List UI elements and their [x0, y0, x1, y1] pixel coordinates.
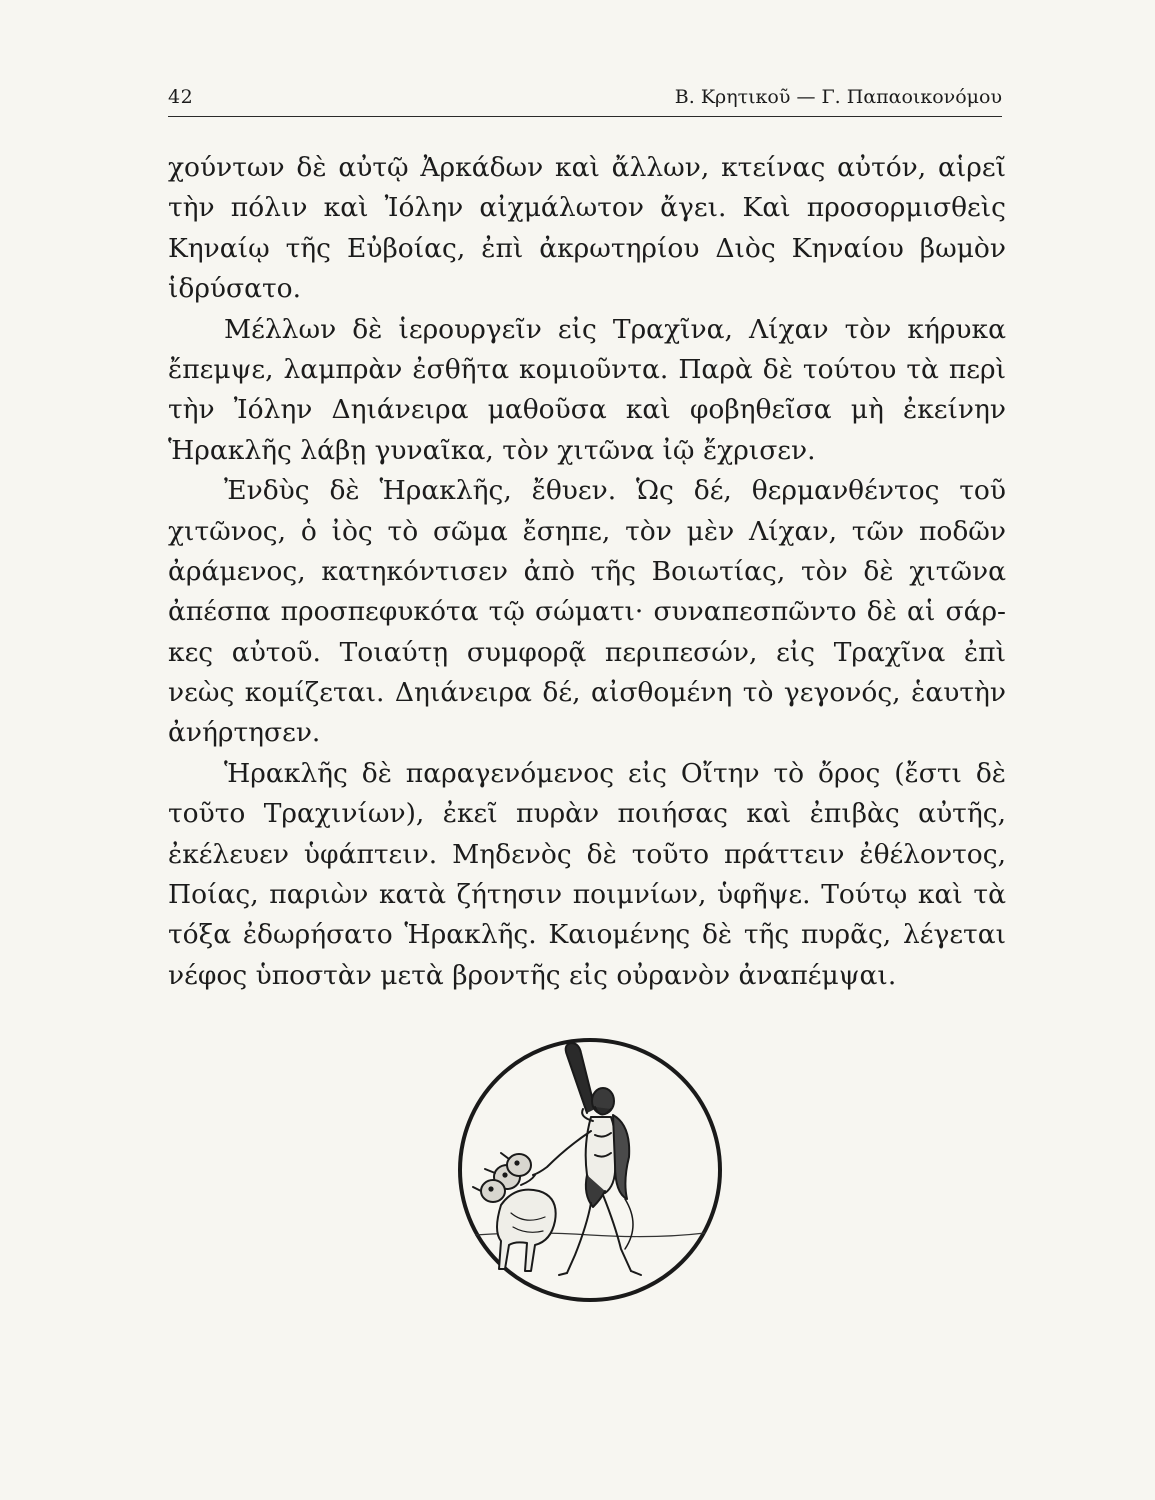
text-line: ἀράμενος, κατηκόντισεν ἀπὸ τῆς Βοιωτίας, τὸν δὲ χιτῶνα	[168, 555, 1006, 587]
body-text	[168, 148, 1006, 996]
page-number: 42	[168, 86, 194, 108]
text-line: νεὼς κομίζεται. Δηιάνειρα δέ, αἰσθομένη τὸ γεγονός, ἑαυτὴν	[168, 677, 1006, 709]
text-line: ἀπέσπα προσπεφυκότα τῷ σώματι· συναπεσπῶντο δὲ αἱ σάρ-	[168, 596, 1006, 628]
heracles-figure	[533, 1043, 641, 1275]
text-line: ἀνήρτησεν.	[168, 717, 321, 749]
text-line: τόξα ἐδωρήσατο Ἡρακλῆς. Καιομένης δὲ τῆς πυρᾶς, λέγεται	[168, 919, 1006, 951]
text-line: τὴν Ἰόλην Δηιάνειρα μαθοῦσα καὶ φοβηθεῖσα μὴ ἐκείνην	[168, 394, 1006, 426]
text-line: χιτῶνος, ὁ ἰὸς τὸ σῶμα ἔσηπε, τὸν μὲν Λίχαν, τῶν ποδῶν	[168, 515, 1006, 547]
text-line: Ποίας, παριὼν κατὰ ζήτησιν ποιμνίων, ὑφῆψε. Τούτῳ καὶ τὰ	[168, 879, 1006, 911]
medallion-illustration	[455, 1035, 725, 1305]
text-line: νέφος ὑποστὰν μετὰ βροντῆς εἰς οὐρανὸν ἀναπέμψαι.	[168, 959, 897, 991]
text-line: τὴν πόλιν καὶ Ἰόλην αἰχμάλωτον ἄγει. Καὶ προσορμισθεὶς	[168, 192, 1006, 224]
text-line: Κηναίῳ τῆς Εὐβοίας, ἐπὶ ἀκρωτηρίου Διὸς Κηναίου βωμὸν	[168, 232, 1006, 264]
heracles-cerberus-medallion-icon	[455, 1035, 725, 1305]
text-line: Μέλλων δὲ ἱερουργεῖν εἰς Τραχῖνα, Λίχαν τὸν κήρυκα	[224, 313, 1006, 345]
text-line: Ἐνδὺς δὲ Ἡρακλῆς, ἔθυεν. Ὡς δέ, θερμανθέντος τοῦ	[224, 475, 1006, 507]
text-line: χούντων δὲ αὐτῷ Ἀρκάδων καὶ ἄλλων, κτείνας αὐτόν, αἱρεῖ	[168, 152, 1006, 183]
text-line: Ἡρακλῆς λάβῃ γυναῖκα, τὸν χιτῶνα ἰῷ ἔχρισεν.	[168, 434, 816, 466]
page-header	[168, 84, 1002, 117]
text-line: τοῦτο Τραχινίων), ἐκεῖ πυρὰν ποιήσας καὶ ἐπιβὰς αὐτῆς,	[168, 798, 1006, 830]
text-line: ἐκέλευεν ὑφάπτειν. Μηδενὸς δὲ τοῦτο πράττειν ἐθέλοντος,	[168, 838, 1006, 870]
text-line: ἱδρύσατο.	[168, 273, 302, 305]
running-head: Β. Κρητικοῦ — Γ. Παπαοικονόμου	[674, 86, 1002, 108]
text-line: κες αὐτοῦ. Τοιαύτῃ συμφορᾷ περιπεσών, εἰς Τραχῖνα ἐπὶ	[168, 636, 1006, 668]
text-line: Ἡρακλῆς δὲ παραγενόμενος εἰς Οἴτην τὸ ὄρος (ἔστι δὲ	[224, 757, 1006, 789]
text-line: ἔπεμψε, λαμπρὰν ἐσθῆτα κομιοῦντα. Παρὰ δὲ τούτου τὰ περὶ	[168, 353, 1006, 385]
